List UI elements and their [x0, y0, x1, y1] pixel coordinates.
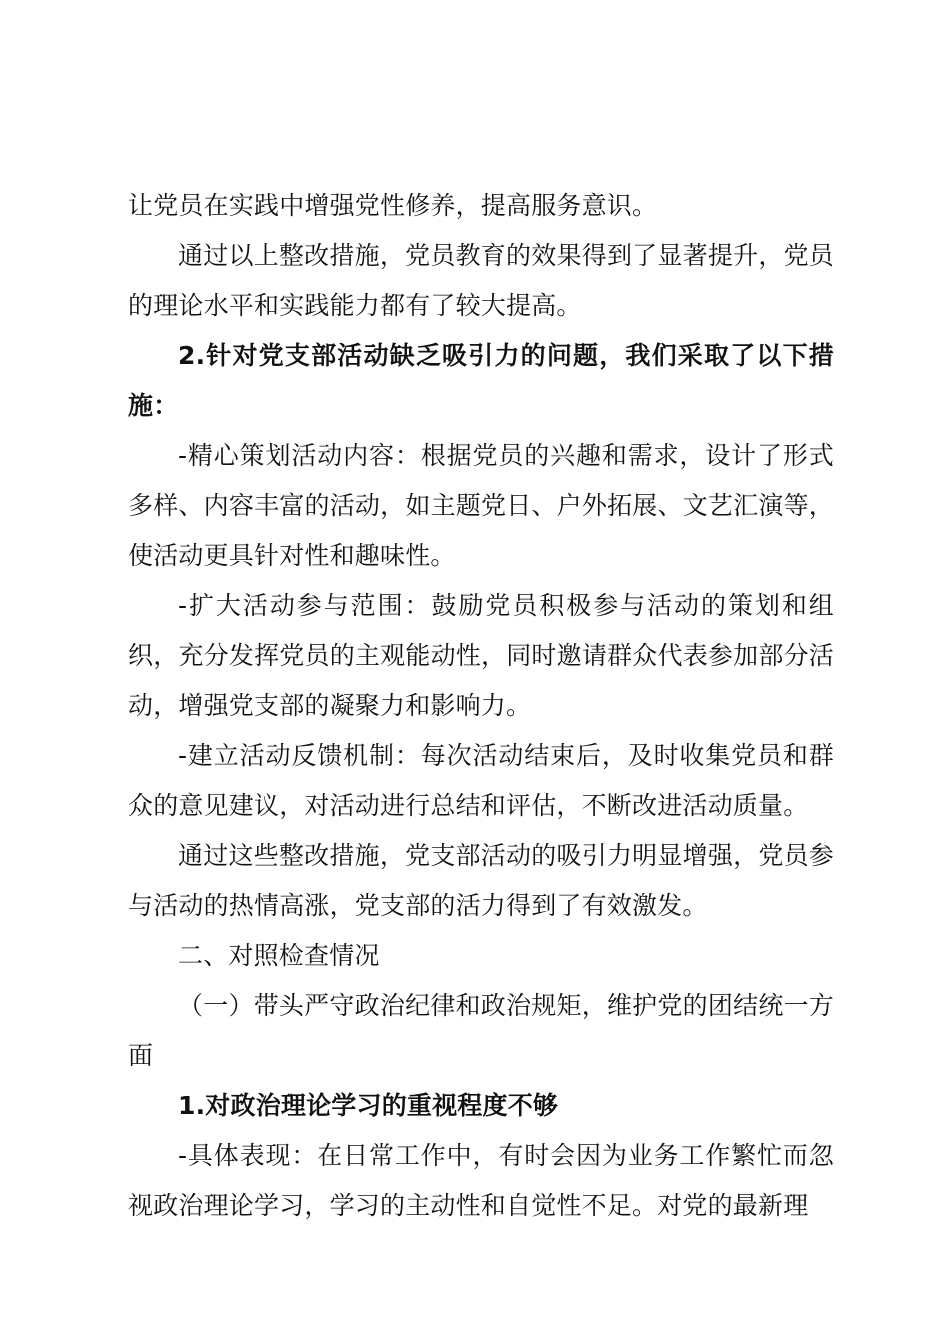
item-heading-theory-study: 1.对政治理论学习的重视程度不够 — [178, 1091, 559, 1120]
paragraph-summary-activities: 通过这些整改措施，党支部活动的吸引力明显增强，党员参与活动的热情高涨，党支部的活力得到了有效激发。 — [128, 841, 834, 920]
subsection-heading-discipline: （一）带头严守政治纪律和政治规矩，维护党的团结统一方面 — [128, 991, 834, 1070]
section-heading-check: 二、对照检查情况 — [178, 941, 380, 970]
paragraph-specific-performance: -具体表现：在日常工作中，有时会因为业务工作繁忙而忽视政治理论学习，学习的主动性和自觉性不足。对党的最新理 — [128, 1141, 834, 1220]
paragraph-measure-plan-content: -精心策划活动内容：根据党员的兴趣和需求，设计了形式多样、内容丰富的活动，如主题党日、户外拓展、文艺汇演等，使活动更具针对性和趣味性。 — [128, 441, 834, 570]
paragraph-continuation: 让党员在实践中增强党性修养，提高服务意识。 — [128, 191, 658, 220]
paragraph-summary-education: 通过以上整改措施，党员教育的效果得到了显著提升，党员的理论水平和实践能力都有了较大提高。 — [128, 241, 834, 320]
paragraph-measure-feedback: -建立活动反馈机制：每次活动结束后，及时收集党员和群众的意见建议，对活动进行总结和评估，不断改进活动质量。 — [128, 741, 834, 820]
section-heading-branch-activities: 2.针对党支部活动缺乏吸引力的问题，我们采取了以下措施： — [128, 341, 834, 420]
paragraph-measure-expand-participation: -扩大活动参与范围：鼓励党员积极参与活动的策划和组织，充分发挥党员的主观能动性，同时邀请群众代表参加部分活动，增强党支部的凝聚力和影响力。 — [128, 591, 834, 720]
document-body — [128, 181, 834, 1231]
